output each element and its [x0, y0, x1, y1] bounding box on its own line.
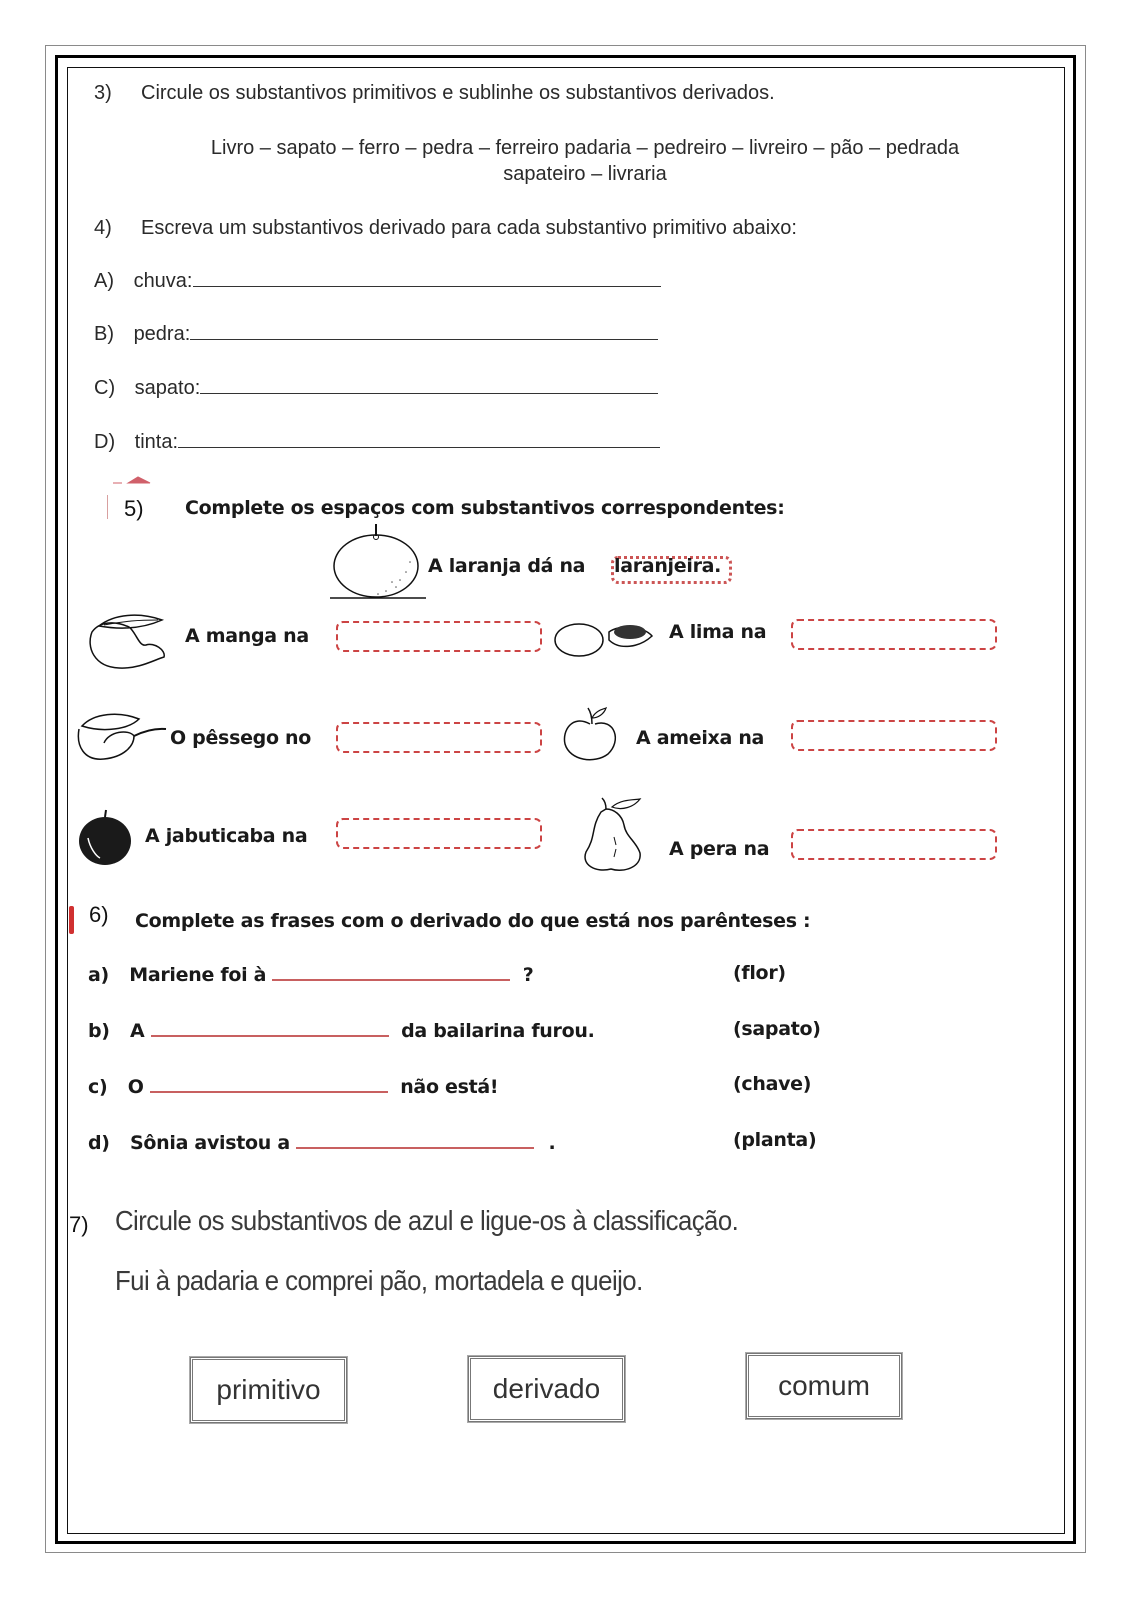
question-3-number: 3)	[94, 82, 112, 104]
item-label-jabuticaba: A jabuticaba na	[145, 825, 308, 847]
answer-box-lima[interactable]	[791, 619, 997, 650]
mango-icon	[84, 612, 174, 672]
hint-c: (chave)	[733, 1073, 812, 1095]
sentence-before: Sônia avistou a	[130, 1132, 290, 1154]
answer-row-a	[94, 270, 661, 293]
sentence-after: da bailarina furou.	[401, 1020, 595, 1042]
red-margin-mark	[69, 906, 74, 934]
answer-line[interactable]	[193, 286, 661, 287]
question-5-instruction: Complete os espaços com substantivos correspondentes:	[185, 497, 785, 519]
sentence-row-a	[88, 964, 708, 986]
answer-row-c	[94, 377, 658, 400]
sentence-row-b	[88, 1020, 708, 1042]
answer-box-manga[interactable]	[336, 621, 542, 652]
answer-line[interactable]	[272, 979, 510, 981]
item-letter: B)	[94, 323, 114, 345]
answer-line[interactable]	[296, 1147, 534, 1149]
pear-icon	[576, 797, 656, 872]
item-label-lima: A lima na	[669, 621, 767, 643]
question-4-instruction: Escreva um substantivos derivado para cada substantivo primitivo abaixo:	[141, 217, 797, 239]
question-3-instruction: Circule os substantivos primitivos e sublinhe os substantivos derivados.	[141, 82, 775, 104]
lime-icon	[554, 620, 656, 660]
item-letter: d)	[88, 1132, 110, 1154]
answer-line[interactable]	[200, 393, 658, 394]
question-4-number: 4)	[94, 217, 112, 239]
sentence-before: A	[130, 1020, 145, 1042]
answer-line[interactable]	[151, 1035, 389, 1037]
sentence-before: Mariene foi à	[129, 964, 267, 986]
question-5-number: 5)	[124, 496, 144, 521]
question-7-sentence: Fui à padaria e comprei pão, mortadela e queijo.	[115, 1265, 643, 1296]
sentence-before: O	[127, 1076, 144, 1098]
jabuticaba-icon	[78, 808, 138, 868]
example-prefix: A laranja dá na	[428, 555, 586, 577]
item-letter: D)	[94, 431, 116, 453]
item-word: chuva:	[133, 270, 193, 292]
classification-box-comum[interactable]: comum	[746, 1353, 902, 1419]
hint-d: (planta)	[733, 1129, 817, 1151]
plum-icon	[560, 706, 630, 764]
sentence-after: ?	[522, 964, 534, 986]
question-7-number: 7)	[69, 1212, 89, 1237]
word-list	[100, 135, 1070, 187]
item-word: tinta:	[134, 431, 179, 453]
item-letter: C)	[94, 377, 116, 399]
answer-line[interactable]	[150, 1091, 388, 1093]
red-mark-icon	[110, 474, 155, 486]
item-letter: a)	[88, 964, 109, 986]
example-answer: laranjeira.	[614, 555, 722, 577]
item-word: sapato:	[134, 377, 201, 399]
answer-box-ameixa[interactable]	[791, 720, 997, 751]
sentence-row-d	[88, 1132, 708, 1154]
orange-icon	[330, 522, 425, 602]
hint-a: (flor)	[733, 962, 786, 984]
answer-row-d	[94, 431, 660, 454]
answer-line[interactable]	[178, 447, 660, 448]
item-label-pessego: O pêssego no	[170, 727, 312, 749]
answer-line[interactable]	[190, 339, 658, 340]
word-list-line-2: sapateiro – livraria	[503, 163, 667, 185]
item-label-ameixa: A ameixa na	[636, 727, 765, 749]
classification-box-derivado[interactable]: derivado	[468, 1356, 625, 1422]
answer-box-pera[interactable]	[791, 829, 997, 860]
item-letter: A)	[94, 270, 114, 292]
answer-box-jabuticaba[interactable]	[336, 818, 542, 849]
item-letter: c)	[88, 1076, 108, 1098]
word-list-line-1: Livro – sapato – ferro – pedra – ferreiro padaria – pedreiro – livreiro – pão – pedrada	[210, 137, 960, 159]
item-word: pedra:	[133, 323, 191, 345]
sentence-row-c	[88, 1076, 708, 1098]
question-6-number: 6)	[89, 902, 109, 927]
question-7-instruction: Circule os substantivos de azul e ligue-os à classificação.	[115, 1205, 739, 1236]
answer-box-pessego[interactable]	[336, 722, 542, 753]
hint-b: (sapato)	[733, 1018, 821, 1040]
item-letter: b)	[88, 1020, 110, 1042]
question-6-instruction: Complete as frases com o derivado do que está nos parênteses :	[135, 910, 811, 932]
answer-row-b	[94, 323, 658, 346]
item-label-manga: A manga na	[185, 625, 309, 647]
item-label-pera: A pera na	[669, 838, 770, 860]
sentence-after: não está!	[400, 1076, 499, 1098]
sentence-after: .	[548, 1132, 556, 1154]
red-tick	[107, 495, 108, 519]
peach-icon	[74, 711, 174, 763]
classification-box-primitivo[interactable]: primitivo	[190, 1357, 347, 1423]
